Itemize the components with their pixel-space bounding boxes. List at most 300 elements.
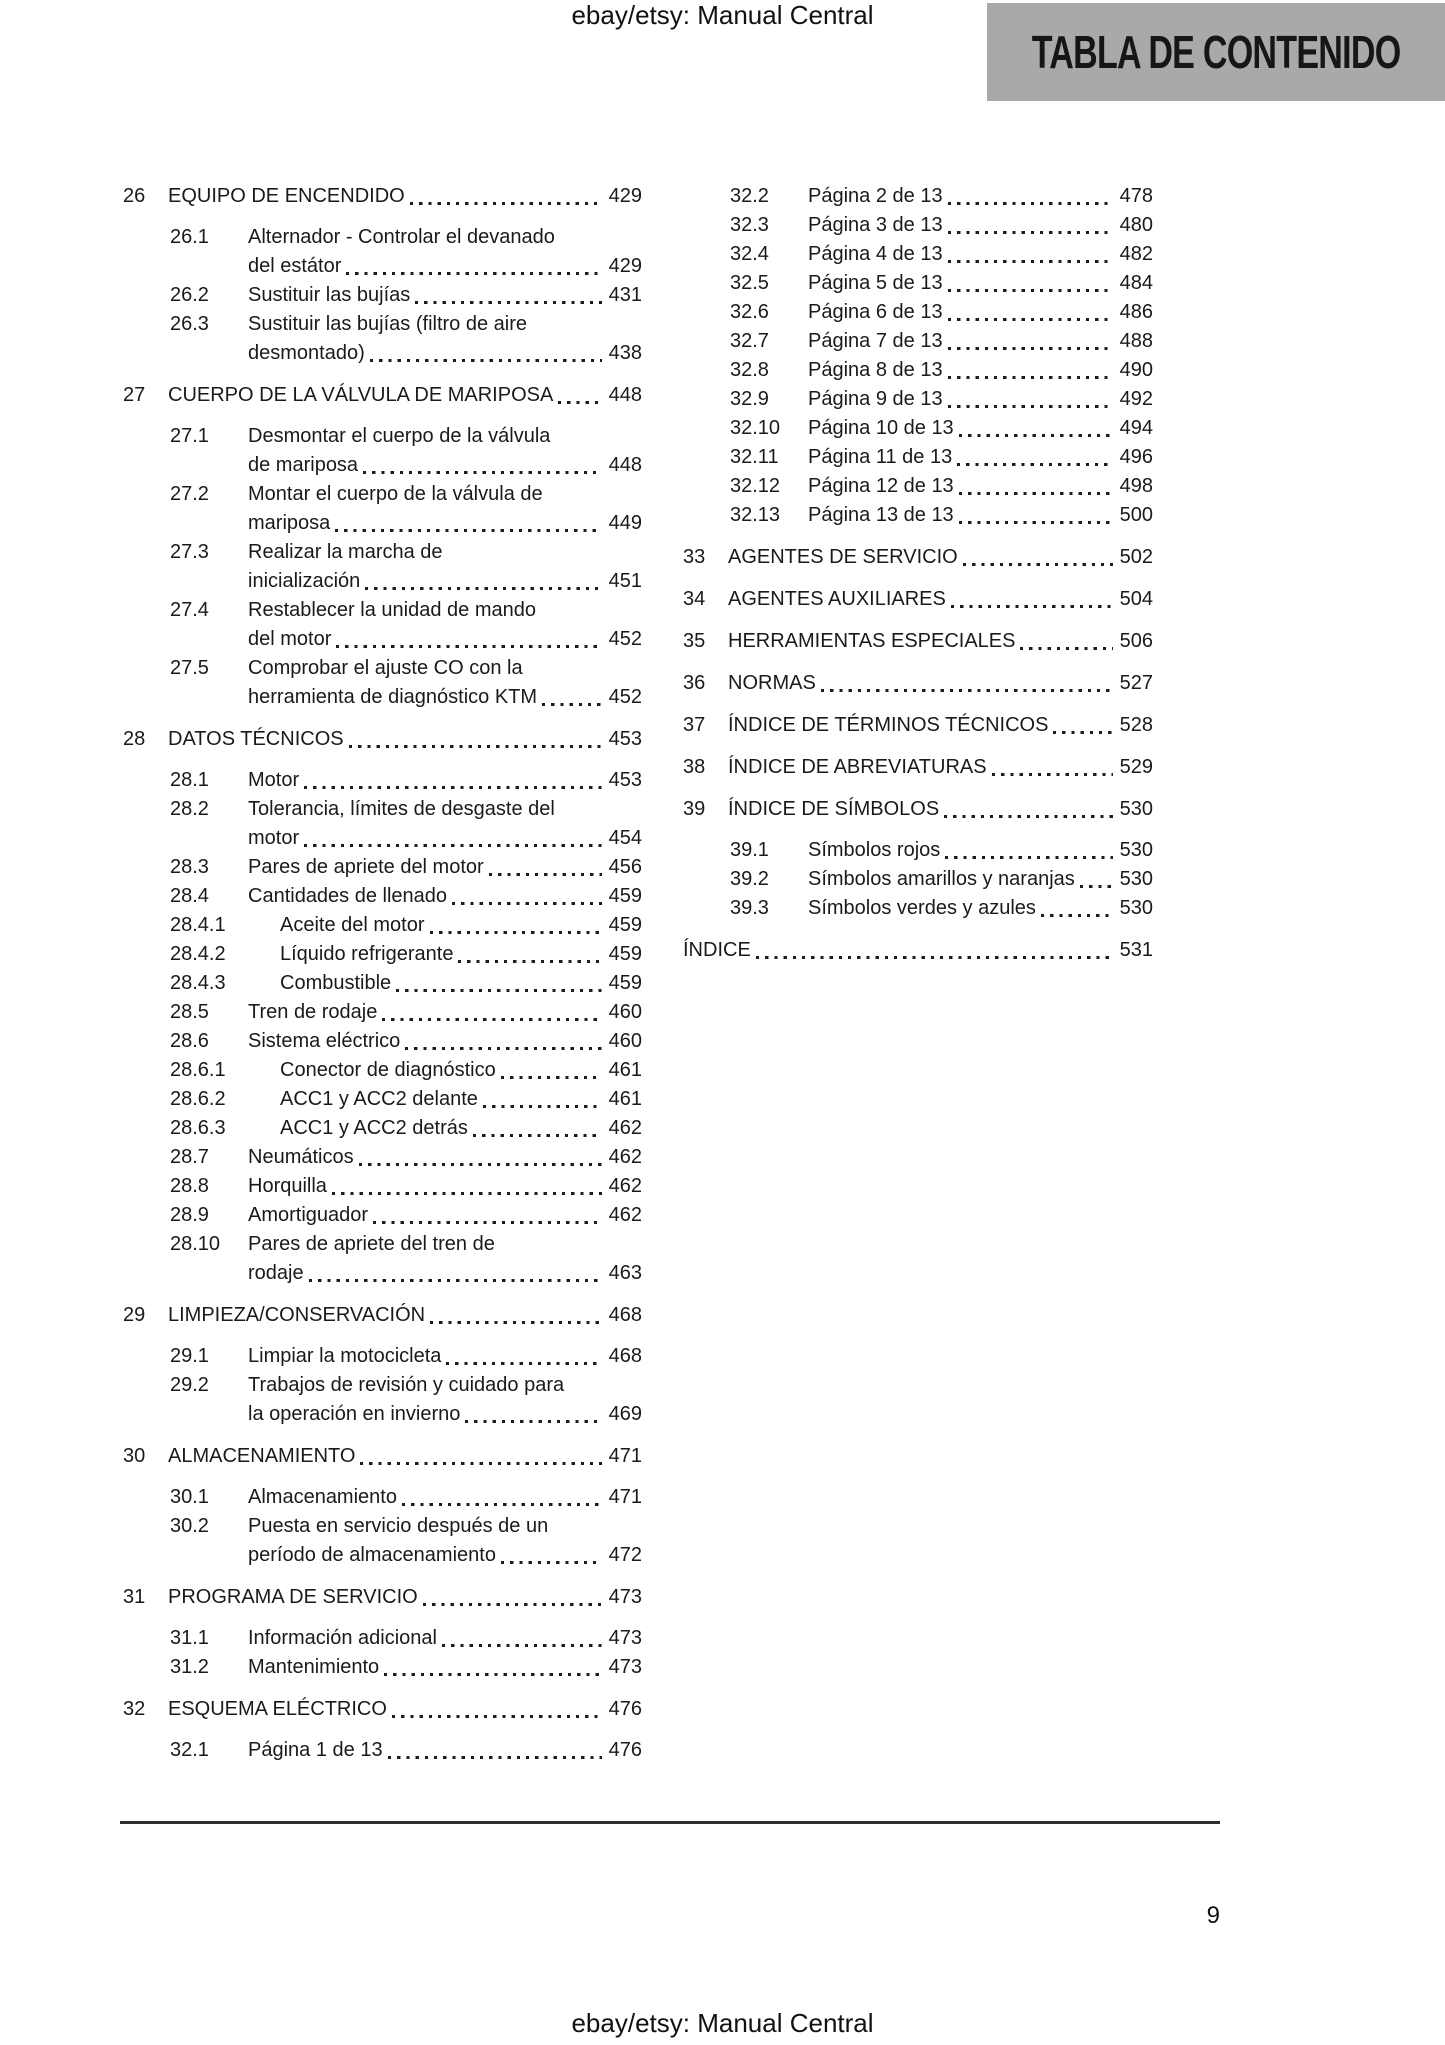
toc-entry-number: 32.4	[730, 243, 769, 265]
toc-chapter-title: ÍNDICE DE SÍMBOLOS	[728, 798, 940, 820]
toc-heading-content	[728, 711, 1153, 740]
toc-column-left	[123, 182, 642, 1765]
leader-dots	[959, 521, 1113, 524]
toc-entry-number: 32.1	[170, 1739, 209, 1761]
toc-block	[123, 1442, 642, 1570]
leader-dots	[359, 1163, 602, 1166]
toc-entry	[683, 182, 1153, 211]
toc-line	[728, 753, 1153, 782]
toc-entry-content	[808, 327, 1153, 356]
toc-page-number: 488	[1119, 330, 1153, 352]
toc-entry-content	[808, 298, 1153, 327]
toc-entry-number: 39.1	[730, 839, 769, 861]
toc-line	[248, 1653, 642, 1682]
toc-heading-content	[728, 795, 1153, 824]
toc-heading-content	[168, 381, 642, 410]
toc-line	[808, 356, 1153, 385]
toc-heading-content	[168, 1583, 642, 1612]
toc-line	[728, 543, 1153, 572]
toc-entry-number: 27.1	[170, 425, 209, 447]
toc-entry-title-line: del motor	[248, 628, 332, 650]
toc-entry-title-line: Mantenimiento	[248, 1656, 380, 1678]
toc-line	[248, 1736, 642, 1765]
toc-entry	[683, 472, 1153, 501]
toc-block	[123, 1695, 642, 1765]
toc-line	[248, 509, 642, 538]
toc-page-number: 453	[608, 769, 642, 791]
toc-entry-title-line: desmontado)	[248, 342, 365, 364]
toc-entry	[123, 795, 642, 853]
toc-line	[808, 865, 1153, 894]
toc-entry-content	[248, 223, 642, 281]
toc-page-number: 462	[608, 1175, 642, 1197]
toc-entry-content	[248, 596, 642, 654]
toc-entry	[683, 211, 1153, 240]
toc-entry-title-line: Amortiguador	[248, 1204, 369, 1226]
toc-page-number: 468	[608, 1345, 642, 1367]
toc-entry-title-line: Almacenamiento	[248, 1486, 397, 1508]
leader-dots	[442, 1644, 602, 1647]
toc-entry	[683, 240, 1153, 269]
toc-entry-content	[280, 940, 642, 969]
toc-block	[683, 936, 1153, 965]
toc-entry-number: 28.2	[170, 798, 209, 820]
toc-entry-title-line: Página 8 de 13	[808, 359, 943, 381]
toc-line	[280, 1056, 642, 1085]
toc-page-number: 459	[608, 885, 642, 907]
toc-page-number: 454	[608, 827, 642, 849]
toc-page-number: 492	[1119, 388, 1153, 410]
leader-dots	[1080, 885, 1113, 888]
toc-entry	[123, 911, 642, 940]
toc-entry	[123, 853, 642, 882]
leader-dots	[304, 786, 602, 789]
toc-entry-title-line: Alternador - Controlar el devanado	[248, 226, 555, 248]
toc-entry-title-line: de mariposa	[248, 454, 359, 476]
toc-entry-content	[248, 795, 642, 853]
toc-entry-number: 28.3	[170, 856, 209, 878]
toc-heading-content	[728, 585, 1153, 614]
toc-page-number: 462	[608, 1117, 642, 1139]
toc-entry	[123, 310, 642, 368]
toc-line	[280, 911, 642, 940]
toc-entry-title-line: Trabajos de revisión y cuidado para	[248, 1374, 565, 1396]
toc-chapter-title: ÍNDICE DE ABREVIATURAS	[728, 756, 987, 778]
toc-chapter-title: AGENTES DE SERVICIO	[728, 546, 958, 568]
toc-entry-content	[280, 1056, 642, 1085]
leader-dots	[473, 1134, 602, 1137]
leader-dots	[501, 1076, 602, 1079]
toc-entry-number: 27.2	[170, 483, 209, 505]
toc-block	[683, 182, 1153, 530]
toc-entry	[683, 298, 1153, 327]
toc-line	[808, 182, 1153, 211]
toc-line	[808, 894, 1153, 923]
toc-page-number: 459	[608, 914, 642, 936]
toc-entry-number: 28.6.2	[170, 1088, 226, 1110]
toc-line	[248, 853, 642, 882]
toc-entry-content	[248, 1230, 642, 1288]
toc-line	[280, 969, 642, 998]
leader-dots	[1041, 914, 1113, 917]
toc-entry-content	[248, 480, 642, 538]
leader-dots	[821, 689, 1113, 692]
leader-dots	[948, 405, 1113, 408]
leader-dots	[489, 873, 602, 876]
toc-heading-content	[168, 182, 642, 211]
toc-entry	[123, 1371, 642, 1429]
toc-entry-number: 32.9	[730, 388, 769, 410]
toc-page-number: 478	[1119, 185, 1153, 207]
toc-entry-title-line: Puesta en servicio después de un	[248, 1515, 549, 1537]
toc-line	[248, 1541, 642, 1570]
leader-dots	[948, 318, 1113, 321]
toc-entry-title-line: Neumáticos	[248, 1146, 354, 1168]
toc-line	[248, 339, 642, 368]
leader-dots	[384, 1673, 601, 1676]
toc-chapter-number: 26	[123, 185, 146, 207]
toc-entry-title-line: Desmontar el cuerpo de la válvula	[248, 425, 551, 447]
toc-page-number: 530	[1119, 798, 1153, 820]
toc-entry-title-line: Aceite del motor	[280, 914, 425, 936]
leader-dots	[501, 1561, 602, 1564]
toc-line	[248, 683, 642, 712]
toc-entry-title-line: rodaje	[248, 1262, 304, 1284]
toc-entry-content	[808, 211, 1153, 240]
toc-entry-title-line: Página 2 de 13	[808, 185, 943, 207]
toc-block	[683, 795, 1153, 923]
toc-line	[728, 669, 1153, 698]
leader-dots	[452, 902, 602, 905]
toc-page-number: 431	[608, 284, 642, 306]
toc-page-number: 469	[608, 1403, 642, 1425]
toc-entry-number: 28.7	[170, 1146, 209, 1168]
toc-line	[808, 414, 1153, 443]
toc-page-number: 473	[608, 1586, 642, 1608]
leader-dots	[388, 1756, 602, 1759]
toc-page-number: 498	[1119, 475, 1153, 497]
toc-entry	[683, 385, 1153, 414]
toc-page-number: 429	[608, 185, 642, 207]
toc-entry-number: 30.1	[170, 1486, 209, 1508]
toc-entry-number: 26.3	[170, 313, 209, 335]
toc-entry-title-line: Horquilla	[248, 1175, 327, 1197]
leader-dots	[1020, 647, 1112, 650]
leader-dots	[336, 645, 601, 648]
toc-line	[248, 252, 642, 281]
toc-line	[808, 211, 1153, 240]
toc-entry	[123, 1342, 642, 1371]
toc-column-right	[683, 182, 1153, 965]
toc-line	[280, 1114, 642, 1143]
toc-page-number: 476	[608, 1698, 642, 1720]
toc-page-number: 453	[608, 728, 642, 750]
toc-line	[808, 472, 1153, 501]
toc-chapter-heading	[123, 1695, 642, 1724]
toc-entry	[123, 1085, 642, 1114]
toc-entry	[683, 327, 1153, 356]
toc-line	[728, 711, 1153, 740]
leader-dots	[483, 1105, 602, 1108]
toc-chapter-heading	[683, 669, 1153, 698]
toc-entry-title-line: Página 9 de 13	[808, 388, 943, 410]
toc-entry-title-line: Página 6 de 13	[808, 301, 943, 323]
toc-entry-number: 28.10	[170, 1233, 221, 1255]
toc-entry-content	[248, 998, 642, 1027]
toc-entry	[123, 1483, 642, 1512]
leader-dots	[405, 1047, 601, 1050]
toc-line	[808, 269, 1153, 298]
toc-page-number: 468	[608, 1304, 642, 1326]
toc-entry-content	[808, 472, 1153, 501]
leader-dots	[948, 202, 1113, 205]
toc-page-number: 506	[1119, 630, 1153, 652]
toc-entry-number: 28.4.3	[170, 972, 226, 994]
toc-page-number: 438	[608, 342, 642, 364]
footer-doc-title: ebay/etsy: Manual Central	[571, 2008, 874, 2038]
toc-entry	[683, 443, 1153, 472]
toc-chapter-heading	[683, 585, 1153, 614]
toc-line	[168, 1442, 642, 1471]
toc-line	[168, 1583, 642, 1612]
toc-entry-title-line: Página 12 de 13	[808, 475, 954, 497]
toc-line	[808, 836, 1153, 865]
toc-heading-content	[168, 725, 642, 754]
toc-entry-title-line: Sustituir las bujías (filtro de aire	[248, 313, 528, 335]
toc-block	[123, 381, 642, 712]
toc-chapter-number: 34	[683, 588, 706, 610]
toc-entry-title-line: Montar el cuerpo de la válvula de	[248, 483, 543, 505]
toc-entry-title-line: inicialización	[248, 570, 361, 592]
contents-banner-title: TABLA DE CONTENIDO	[1031, 26, 1401, 78]
leader-dots	[944, 815, 1112, 818]
toc-chapter-number: 29	[123, 1304, 146, 1326]
toc-chapter-number: 35	[683, 630, 706, 652]
leader-dots	[363, 471, 602, 474]
toc-entry	[123, 882, 642, 911]
toc-entry-content	[808, 894, 1153, 923]
toc-entry-content	[808, 414, 1153, 443]
header-doc-title: ebay/etsy: Manual Central	[571, 0, 874, 30]
leader-dots	[558, 401, 601, 404]
leader-dots	[304, 844, 602, 847]
toc-entry-title-line: Cantidades de llenado	[248, 885, 448, 907]
toc-entry	[123, 766, 642, 795]
toc-entry-number: 29.1	[170, 1345, 209, 1367]
toc-entry	[123, 1736, 642, 1765]
toc-page-number: 527	[1119, 672, 1153, 694]
toc-entry-number: 28.6	[170, 1030, 209, 1052]
leader-dots	[542, 703, 602, 706]
toc-line	[248, 998, 642, 1027]
toc-entry-content	[248, 1172, 642, 1201]
leader-dots	[948, 231, 1113, 234]
toc-heading-content	[728, 753, 1153, 782]
toc-chapter-heading	[123, 182, 642, 211]
toc-chapter-number: 39	[683, 798, 706, 820]
toc-page-number: 476	[608, 1739, 642, 1761]
toc-chapter-heading	[683, 936, 1153, 965]
toc-entry-number: 39.3	[730, 897, 769, 919]
toc-entry-title-line: Símbolos verdes y azules	[808, 897, 1036, 919]
toc-entry-number: 32.8	[730, 359, 769, 381]
toc-entry-number: 27.3	[170, 541, 209, 563]
toc-entry-content	[248, 853, 642, 882]
toc-entry	[123, 1624, 642, 1653]
toc-page-number: 472	[608, 1544, 642, 1566]
toc-entry-content	[808, 269, 1153, 298]
leader-dots	[335, 529, 601, 532]
toc-entry-content	[808, 865, 1153, 894]
toc-block	[123, 1301, 642, 1429]
toc-entry-content	[248, 1512, 642, 1570]
toc-entry-number: 31.1	[170, 1627, 209, 1649]
toc-entry-title-line: mariposa	[248, 512, 331, 534]
toc-chapter-title: PROGRAMA DE SERVICIO	[168, 1586, 418, 1608]
toc-entry-title-line: Página 3 de 13	[808, 214, 943, 236]
leader-dots	[465, 1420, 601, 1423]
leader-dots	[423, 1603, 602, 1606]
toc-chapter-heading	[123, 1301, 642, 1330]
toc-line	[248, 882, 642, 911]
toc-entry-title-line: Comprobar el ajuste CO con la	[248, 657, 523, 679]
toc-chapter-title: HERRAMIENTAS ESPECIALES	[728, 630, 1016, 652]
toc-line	[728, 585, 1153, 614]
toc-chapter-title: DATOS TÉCNICOS	[168, 728, 344, 750]
toc-entry	[123, 1653, 642, 1682]
toc-heading-content	[168, 1301, 642, 1330]
toc-entry-number: 27.4	[170, 599, 209, 621]
leader-dots	[410, 202, 602, 205]
toc-entry-number: 32.12	[730, 475, 781, 497]
toc-heading-content	[168, 1442, 642, 1471]
toc-entry-title-line: Página 7 de 13	[808, 330, 943, 352]
toc-entry-number: 28.9	[170, 1204, 209, 1226]
toc-entry	[123, 422, 642, 480]
toc-entry-title-line: período de almacenamiento	[248, 1544, 496, 1566]
toc-entry	[123, 538, 642, 596]
toc-entry-title-line: Tolerancia, límites de desgaste del	[248, 798, 555, 820]
toc-entry	[123, 1027, 642, 1056]
toc-block	[123, 182, 642, 368]
leader-dots	[430, 931, 602, 934]
toc-heading-content	[728, 669, 1153, 698]
toc-page-number: 448	[608, 454, 642, 476]
toc-block	[123, 725, 642, 1288]
toc-page-number: 529	[1119, 756, 1153, 778]
leader-dots	[349, 745, 602, 748]
toc-chapter-number: 38	[683, 756, 706, 778]
toc-entry	[123, 1230, 642, 1288]
toc-chapter-number: 28	[123, 728, 146, 750]
toc-page-number: 480	[1119, 214, 1153, 236]
toc-block	[683, 711, 1153, 740]
toc-entry-content	[248, 1483, 642, 1512]
toc-line	[280, 940, 642, 969]
toc-entry-content	[248, 1143, 642, 1172]
leader-dots	[458, 960, 601, 963]
toc-entry	[123, 654, 642, 712]
toc-line	[248, 1259, 642, 1288]
toc-chapter-title: LIMPIEZA/CONSERVACIÓN	[168, 1304, 426, 1326]
toc-block	[123, 1583, 642, 1682]
toc-entry	[123, 596, 642, 654]
toc-entry	[683, 356, 1153, 385]
toc-entry	[683, 414, 1153, 443]
toc-chapter-heading	[683, 543, 1153, 572]
leader-dots	[370, 359, 602, 362]
leader-dots	[309, 1279, 602, 1282]
toc-line	[168, 1301, 642, 1330]
toc-entry-title-line: herramienta de diagnóstico KTM	[248, 686, 538, 708]
toc-page-number: 452	[608, 628, 642, 650]
leader-dots	[360, 1462, 601, 1465]
toc-block	[683, 669, 1153, 698]
toc-entry-number: 32.11	[730, 446, 779, 468]
toc-entry-title-line: Sistema eléctrico	[248, 1030, 401, 1052]
toc-page-number: 471	[608, 1445, 642, 1467]
toc-line	[683, 936, 1153, 965]
toc-chapter-heading	[683, 795, 1153, 824]
toc-entry-content	[280, 1114, 642, 1143]
toc-chapter-title: ESQUEMA ELÉCTRICO	[168, 1698, 387, 1720]
toc-entry-title-line: Sustituir las bujías	[248, 284, 411, 306]
toc-entry-title-line: motor	[248, 827, 300, 849]
leader-dots	[402, 1503, 602, 1506]
toc-entry-title-line: Combustible	[280, 972, 392, 994]
toc-page-number: 471	[608, 1486, 642, 1508]
toc-entry-number: 30.2	[170, 1515, 209, 1537]
leader-dots	[346, 272, 601, 275]
toc-line	[248, 281, 642, 310]
leader-dots	[446, 1362, 601, 1365]
toc-entry-number: 28.4	[170, 885, 209, 907]
leader-dots	[430, 1321, 602, 1324]
toc-page-number: 494	[1119, 417, 1153, 439]
toc-line	[168, 725, 642, 754]
toc-entry	[683, 865, 1153, 894]
toc-entry-content	[248, 882, 642, 911]
toc-entry-content	[248, 310, 642, 368]
toc-entry-number: 28.6.1	[170, 1059, 226, 1081]
toc-entry-number: 32.6	[730, 301, 769, 323]
toc-heading-content	[728, 627, 1153, 656]
leader-dots	[415, 301, 601, 304]
toc-entry-title-line: Conector de diagnóstico	[280, 1059, 496, 1081]
toc-entry-number: 32.3	[730, 214, 769, 236]
toc-entry-number: 27.5	[170, 657, 209, 679]
toc-entry-title-line: Página 13 de 13	[808, 504, 954, 526]
toc-entry-title-line: Pares de apriete del tren de	[248, 1233, 495, 1255]
toc-page-number: 473	[608, 1656, 642, 1678]
toc-entry	[683, 269, 1153, 298]
contents-banner	[987, 3, 1445, 101]
toc-page-number: 462	[608, 1146, 642, 1168]
toc-entry	[123, 1201, 642, 1230]
toc-page-number: 463	[608, 1262, 642, 1284]
toc-page-number: 490	[1119, 359, 1153, 381]
toc-entry-content	[808, 443, 1153, 472]
toc-heading-content	[168, 1695, 642, 1724]
leader-dots	[396, 989, 601, 992]
toc-line	[248, 766, 642, 795]
toc-chapter-heading	[123, 725, 642, 754]
toc-entry-content	[248, 654, 642, 712]
toc-page-number: 456	[608, 856, 642, 878]
toc-entry-title-line: del estátor	[248, 255, 342, 277]
toc-entry-content	[248, 766, 642, 795]
leader-dots	[959, 434, 1113, 437]
